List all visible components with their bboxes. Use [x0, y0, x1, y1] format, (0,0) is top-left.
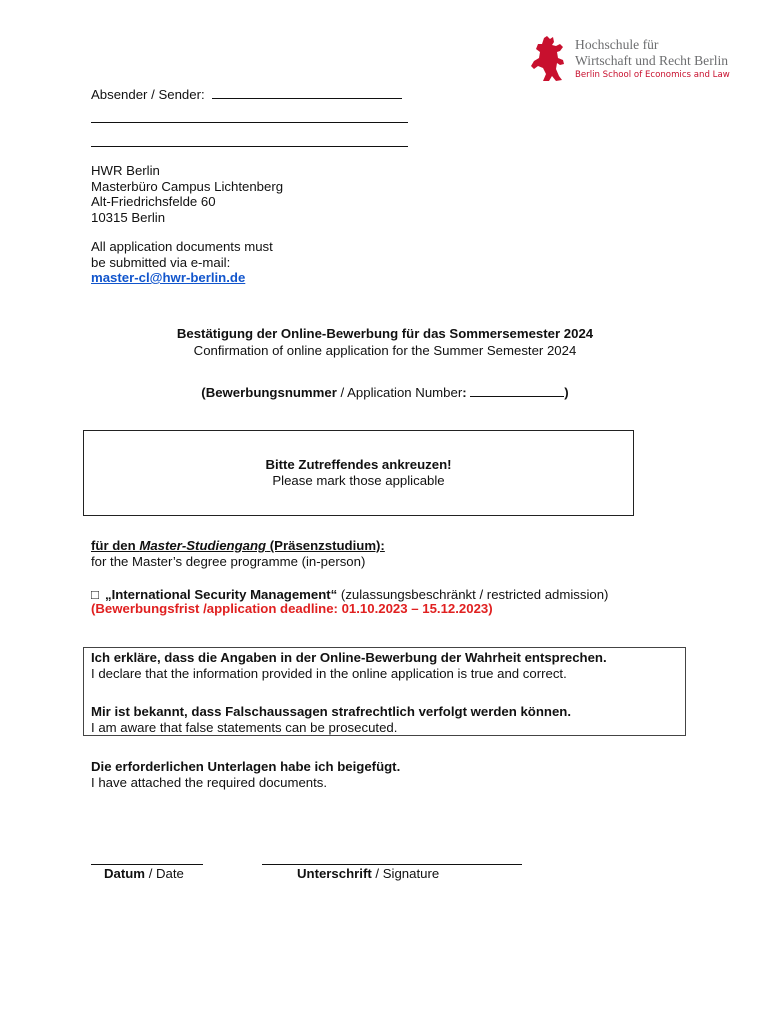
- mark-box-german: Bitte Zutreffendes ankreuzen!: [265, 457, 452, 472]
- sender-line: [91, 86, 402, 103]
- appnum-close: ): [564, 385, 569, 400]
- application-number-field[interactable]: [470, 384, 564, 397]
- declaration-prosecution: [91, 704, 571, 735]
- programme-checkbox[interactable]: □: [91, 587, 99, 602]
- appnum-label-de: Bewerbungsnummer: [205, 385, 337, 400]
- recipient-line2: Masterbüro Campus Lichtenberg: [91, 178, 284, 194]
- submission-info: [91, 239, 273, 286]
- programme-restriction: (zulassungsbeschränkt / restricted admission): [337, 587, 609, 602]
- title-english: Confirmation of online application for the Summer Semester 2024: [193, 343, 577, 358]
- appnum-label-en: / Application Number: [336, 385, 463, 400]
- date-label-de: Datum: [104, 866, 146, 881]
- sender-blank-line-2: [91, 110, 408, 123]
- sender-blank-line-3: [91, 134, 408, 147]
- logo-subline: Berlin School of Economics and Law: [575, 70, 730, 80]
- declaration-prosecution-de: Mir ist bekannt, dass Falschaussagen strafrechtlich verfolgt werden können.: [91, 704, 572, 719]
- recipient-line3: Alt-Friedrichsfelde 60: [91, 194, 216, 209]
- date-field[interactable]: [91, 852, 203, 865]
- submission-line2: be submitted via e-mail:: [91, 254, 231, 270]
- documents-statement: [91, 759, 400, 790]
- logo-wordmark: [575, 37, 728, 69]
- programme-in-person: (Präsenzstudium):: [266, 538, 385, 553]
- date-label: [104, 866, 184, 882]
- signature-label-de: Unterschrift: [297, 866, 372, 881]
- hwr-logo: [530, 36, 760, 84]
- programme-for-prefix: für den: [91, 538, 140, 553]
- berlin-bear-icon: [530, 36, 566, 82]
- declaration-truth-en: I declare that the information provided in the online application is true and correct.: [91, 665, 567, 681]
- declaration-truth-de: Ich erkläre, dass die Angaben in der Online-Bewerbung der Wahrheit entsprechen.: [91, 650, 607, 665]
- signature-label-en: / Signature: [371, 866, 440, 881]
- recipient-address: [91, 163, 283, 225]
- documents-de: Die erforderlichen Unterlagen habe ich beigefügt.: [91, 759, 401, 774]
- application-deadline: (Bewerbungsfrist /application deadline: 01.10.2023 – 15.12.2023): [91, 601, 493, 616]
- application-number-line: [0, 384, 770, 401]
- logo-line2: Wirtschaft und Recht Berlin: [575, 53, 729, 68]
- signature-field[interactable]: [262, 852, 522, 865]
- sender-label: Absender / Sender:: [91, 87, 205, 102]
- appnum-colon: :: [462, 385, 467, 400]
- mark-box-text: [83, 457, 634, 488]
- signature-label: [297, 866, 439, 882]
- sender-blank: [212, 86, 402, 99]
- appnum-open: (: [201, 385, 206, 400]
- programme-heading-de: [91, 538, 385, 554]
- email-link[interactable]: master-cl@hwr-berlin.de: [91, 270, 246, 285]
- recipient-line4: 10315 Berlin: [91, 209, 166, 225]
- programme-heading: [91, 538, 385, 569]
- logo-line1: Hochschule für: [575, 37, 659, 52]
- documents-en: I have attached the required documents.: [91, 774, 328, 790]
- programme-master-label: Master-Studiengang: [139, 538, 267, 553]
- submission-line1: All application documents must: [91, 239, 273, 254]
- programme-name: „International Security Management“: [104, 587, 338, 602]
- title-german: Bestätigung der Online-Bewerbung für das Sommersemester 2024: [176, 326, 594, 341]
- programme-heading-en: for the Master’s degree programme (in-person): [91, 553, 366, 569]
- date-label-en: / Date: [145, 866, 184, 881]
- recipient-line1: HWR Berlin: [91, 163, 160, 178]
- declaration-prosecution-en: I am aware that false statements can be prosecuted.: [91, 719, 398, 735]
- mark-box-english: Please mark those applicable: [272, 472, 445, 488]
- declaration-truth: [91, 650, 607, 681]
